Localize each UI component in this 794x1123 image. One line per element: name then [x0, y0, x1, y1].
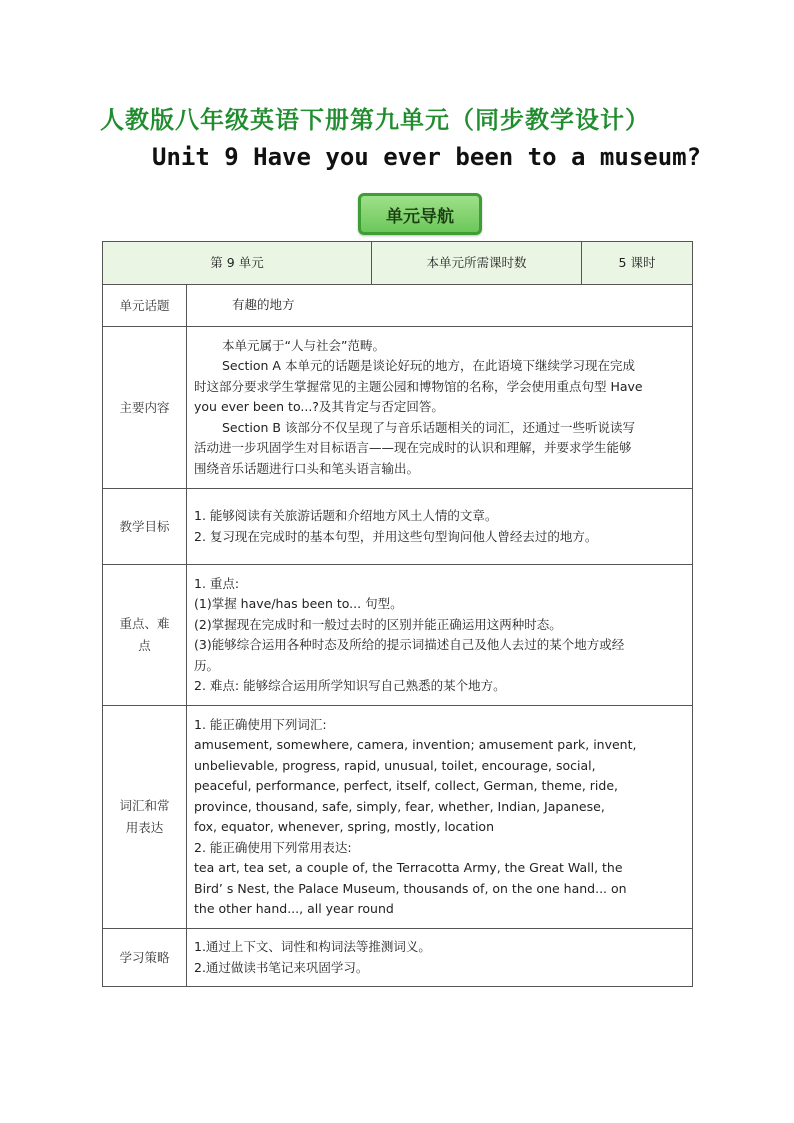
content-line: you ever been to...?及其肯定与否定回答。: [194, 399, 444, 415]
topic-value: 有趣的地方: [232, 297, 295, 313]
strategy-label: 学习策略: [103, 929, 187, 987]
vocab-line: 1. 能正确使用下列词汇:: [194, 716, 327, 732]
strategy-line: 1.通过上下文、词性和构词法等推测词义。: [194, 939, 431, 954]
vocab-line: Bird’ s Nest, the Palace Museum, thousands of, on the one hand... on: [194, 880, 627, 896]
vocab-row: [103, 706, 693, 929]
key-point-line: (1)掌握 have/has been to... 句型。: [194, 596, 403, 611]
content-line: 围绕音乐话题进行口头和笔头语言输出。: [194, 460, 420, 476]
key-point-line: 历。: [194, 657, 220, 673]
vocab-text: [187, 706, 693, 929]
key-point-line: (2)掌握现在完成时和一般过去时的区别并能正确运用这两种时态。: [194, 616, 562, 632]
goal-line: 1. 能够阅读有关旅游话题和介绍地方风土人情的文章。: [194, 508, 498, 523]
unit-overview-table: [102, 241, 693, 987]
document-title-english: Unit 9 Have you ever been to a museum?: [152, 143, 702, 171]
key-point-line: (3)能够综合运用各种时态及所给的提示词描述自己及他人去过的某个地方或经: [194, 637, 625, 652]
key-point-line: 1. 重点:: [194, 575, 240, 591]
content-line: Section A 本单元的话题是谈论好玩的地方，在此语境下继续学习现在完成: [222, 358, 635, 374]
content-line: Section B 该部分不仅呈现了与音乐话题相关的词汇，还通过一些听说读写: [222, 419, 635, 435]
goals-row: [103, 489, 693, 565]
vocab-line: amusement, somewhere, camera, invention; amusement park, invent,: [194, 737, 637, 752]
goals-label: 教学目标: [103, 489, 187, 565]
key-points-label-line: 重点、难: [119, 616, 170, 631]
vocab-label: [103, 706, 187, 929]
vocab-line: fox, equator, whenever, spring, mostly, location: [194, 819, 494, 834]
goals-text: [187, 489, 693, 565]
content-text: [187, 327, 693, 489]
topic-label: 单元话题: [103, 285, 187, 327]
vocab-line: peaceful, performance, perfect, itself, collect, German, theme, ride,: [194, 778, 618, 793]
key-points-text: [187, 565, 693, 706]
content-label: 主要内容: [103, 327, 187, 489]
hours-value-cell: 5 课时: [582, 242, 693, 285]
vocab-line: 2. 能正确使用下列常用表达:: [194, 839, 352, 855]
topic-row: [103, 285, 693, 327]
unit-navigation-badge: 单元导航: [358, 193, 482, 235]
vocab-line: tea art, tea set, a couple of, the Terracotta Army, the Great Wall, the: [194, 860, 623, 875]
strategy-line: 2.通过做读书笔记来巩固学习。: [194, 959, 369, 975]
vocab-line: province, thousand, safe, simply, fear, whether, Indian, Japanese,: [194, 798, 605, 814]
vocab-line: the other hand..., all year round: [194, 901, 394, 916]
table-header-row: [103, 242, 693, 285]
content-line: 本单元属于“人与社会”范畴。: [222, 337, 385, 353]
hours-label-cell: 本单元所需课时数: [372, 242, 582, 285]
strategy-row: [103, 929, 693, 987]
vocab-label-line: 用表达: [125, 820, 164, 835]
vocab-label-line: 词汇和常: [119, 798, 170, 813]
document-title-chinese: 人教版八年级英语下册第九单元（同步教学设计）: [100, 106, 650, 134]
key-points-label-line: 点: [138, 638, 151, 653]
content-line: 活动进一步巩固学生对目标语言——现在完成时的认识和理解，并要求学生能够: [194, 440, 632, 456]
topic-value-cell: [187, 285, 693, 327]
key-point-line: 2. 难点: 能够综合运用所学知识写自己熟悉的某个地方。: [194, 678, 506, 693]
content-line: 时这部分要求学生掌握常见的主题公园和博物馆的名称，学会使用重点句型 Have: [194, 378, 643, 394]
content-row: [103, 327, 693, 489]
goal-line: 2. 复习现在完成时的基本句型，并用这些句型询问他人曾经去过的地方。: [194, 528, 598, 544]
strategy-text: [187, 929, 693, 987]
unit-number-cell: 第 9 单元: [103, 242, 372, 285]
vocab-line: unbelievable, progress, rapid, unusual, toilet, encourage, social,: [194, 757, 596, 773]
key-points-row: [103, 565, 693, 706]
key-points-label: [103, 565, 187, 706]
